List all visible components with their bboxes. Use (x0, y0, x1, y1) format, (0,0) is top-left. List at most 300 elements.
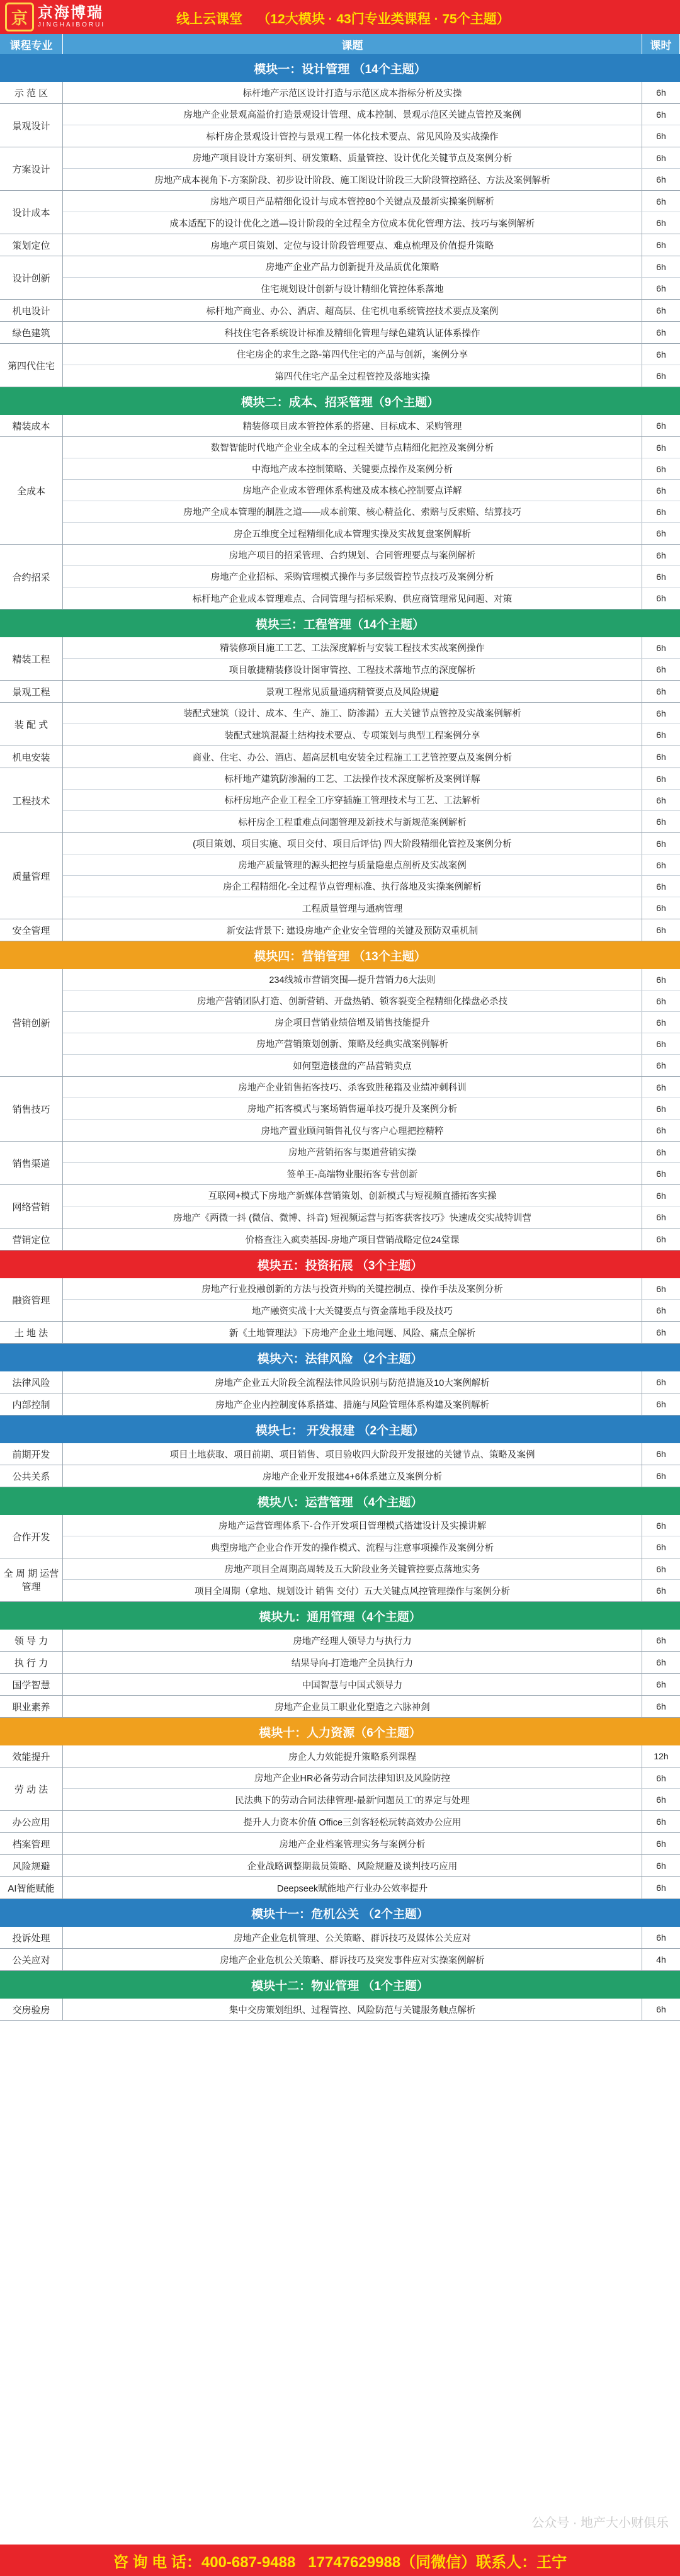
course-section (0, 1696, 680, 1718)
course-hours: 6h (656, 1635, 666, 1645)
table-row (63, 897, 680, 919)
course-hours: 6h (656, 109, 666, 120)
course-section (0, 1767, 680, 1811)
course-section (0, 833, 680, 919)
section-name: 风险规避 (0, 1855, 63, 1876)
table-row (63, 1033, 680, 1055)
course-hours: 6h (656, 1305, 666, 1315)
course-hours: 6h (656, 196, 666, 207)
table-row (63, 681, 680, 702)
section-name: 档案管理 (0, 1833, 63, 1854)
course-section (0, 437, 680, 545)
module-header: 模块一：设计管理 （14个主题） (0, 54, 680, 82)
top-banner (0, 0, 680, 34)
course-hours: 12h (654, 1751, 669, 1761)
course-section (0, 191, 680, 234)
table-row (63, 1185, 680, 1206)
module-header: 模块二：成本、招采管理（9个主题） (0, 387, 680, 415)
course-title: 房地产拓客模式与案场销售逼单技巧提升及案例分析 (63, 1098, 642, 1119)
table-row (63, 344, 680, 365)
module-header: 模块九：通用管理（4个主题） (0, 1602, 680, 1630)
module-header: 模块十一：危机公关 （2个主题） (0, 1899, 680, 1927)
course-hours: 6h (656, 485, 666, 496)
section-name: 融资管理 (0, 1278, 63, 1321)
course-hours: 6h (656, 1234, 666, 1244)
course-hours: 6h (656, 131, 666, 141)
table-row (63, 1465, 680, 1487)
section-name: 国学智慧 (0, 1674, 63, 1695)
course-hours: 6h (656, 283, 666, 293)
table-row (63, 1012, 680, 1033)
course-title: 标杆房地产企业工程全工序穿插施工管理技术与工艺、工法解析 (63, 790, 642, 810)
course-hours: 6h (656, 174, 666, 184)
course-title: Deepseek赋能地产行业办公效率提升 (63, 1877, 642, 1898)
table-row (63, 1558, 680, 1580)
table-row (63, 1696, 680, 1717)
course-hours: 6h (656, 1563, 666, 1574)
table-row (63, 1949, 680, 1970)
course-title: 房企五维度全过程精细化成本管理实操及实战复盘案例解析 (63, 523, 642, 544)
table-row (63, 256, 680, 278)
course-hours: 6h (656, 795, 666, 805)
course-hours: 6h (656, 1212, 666, 1222)
table-row (63, 746, 680, 768)
course-title: 房地产项目产品精细化设计与成本管控80个关键点及最新实操案例解析 (63, 191, 642, 212)
course-section (0, 703, 680, 746)
module-header: 模块八：运营管理 （4个主题） (0, 1487, 680, 1515)
section-name: 方案设计 (0, 147, 63, 190)
course-section (0, 1142, 680, 1185)
course-section (0, 1278, 680, 1322)
table-row (63, 415, 680, 436)
course-title: 房地产企业景观高溢价打造景观设计管理、成本控制、景观示范区关键点管控及案例 (63, 104, 642, 125)
contact-footer: 咨 询 电 话：400-687-9488 17747629988（同微信）联系人：王宁 (0, 2545, 680, 2576)
course-title: 房地产运营管理体系下-合作开发项目管理模式搭建设计及实操讲解 (63, 1515, 642, 1536)
table-row (63, 1515, 680, 1536)
course-section (0, 1465, 680, 1487)
course-section (0, 1652, 680, 1674)
course-hours: 6h (656, 996, 666, 1006)
course-hours: 6h (656, 752, 666, 762)
column-major: 课程专业 (0, 34, 63, 54)
table-row (63, 790, 680, 811)
section-name: 劳 动 法 (0, 1767, 63, 1810)
table-row (63, 637, 680, 659)
course-section (0, 1999, 680, 2021)
course-title: 房地产企业档案管理实务与案例分析 (63, 1833, 642, 1854)
course-section (0, 1949, 680, 1971)
course-hours: 6h (656, 442, 666, 453)
section-name: 领 导 力 (0, 1630, 63, 1651)
section-name: 装 配 式 (0, 703, 63, 746)
course-section (0, 1371, 680, 1393)
course-section (0, 104, 680, 147)
course-title: 房企项目营销业绩倍增及销售技能提升 (63, 1012, 642, 1033)
course-title: 标杆地产示范区设计打造与示范区成本指标分析及实操 (63, 82, 642, 103)
course-hours: 6h (656, 773, 666, 784)
course-title: 房地产置业顾问销售礼仪与客户心理把控精粹 (63, 1120, 642, 1141)
table-row (63, 1580, 680, 1601)
table-row (63, 1077, 680, 1098)
table-row (63, 300, 680, 321)
section-name: 公关应对 (0, 1949, 63, 1970)
course-title: 标杆地产企业成本管理难点、合同管理与招标采购、供应商管理常见问题、对策 (63, 587, 642, 609)
course-hours: 6h (656, 860, 666, 870)
course-section (0, 344, 680, 387)
course-hours: 6h (656, 1060, 666, 1070)
course-hours: 6h (656, 305, 666, 315)
section-name: 执 行 力 (0, 1652, 63, 1673)
course-hours: 6h (656, 1839, 666, 1849)
course-hours: 4h (656, 1955, 666, 1965)
table-row (63, 82, 680, 103)
course-hours: 6h (656, 421, 666, 431)
column-hours: 课时 (642, 34, 680, 54)
section-name: 内部控制 (0, 1393, 63, 1415)
table-row (63, 1228, 680, 1250)
course-title: 房地产项目全周期高周转及五大阶段业务关键管控要点落地实务 (63, 1558, 642, 1579)
table-row (63, 1300, 680, 1321)
course-title: (项目策划、项目实施、项目交付、项目后评估) 四大阶段精细化管控及案例分析 (63, 833, 642, 854)
course-section (0, 681, 680, 703)
section-name: 营销创新 (0, 969, 63, 1076)
course-hours: 6h (656, 371, 666, 381)
table-row (63, 1630, 680, 1651)
section-name: 设计创新 (0, 256, 63, 299)
course-section (0, 322, 680, 344)
module-header: 模块六：法律风险 （2个主题） (0, 1344, 680, 1371)
section-name: 策划定位 (0, 234, 63, 256)
course-section (0, 1185, 680, 1228)
course-section (0, 1443, 680, 1465)
course-title: 房企工程精细化-全过程节点管理标准、执行落地及实操案例解析 (63, 876, 642, 897)
table-row (63, 437, 680, 458)
course-hours: 6h (656, 1169, 666, 1179)
table-row (63, 523, 680, 544)
course-title: 景观工程常见质量通病精管要点及风险规避 (63, 681, 642, 702)
table-row (63, 1443, 680, 1465)
course-hours: 6h (656, 817, 666, 827)
table-row (63, 703, 680, 724)
course-section (0, 1630, 680, 1652)
course-title: 标杆地产商业、办公、酒店、超高层、住宅机电系统管控技术要点及案例 (63, 300, 642, 321)
table-row (63, 1767, 680, 1789)
course-title: 中国智慧与中国式领导力 (63, 1674, 642, 1695)
course-hours: 6h (656, 1932, 666, 1943)
section-name: 机电安装 (0, 746, 63, 768)
course-title: 标杆地产建筑防渗漏的工艺、工法操作技术深度解析及案例详解 (63, 768, 642, 789)
table-row (63, 1811, 680, 1832)
course-hours: 6h (656, 593, 666, 603)
table-row (63, 566, 680, 587)
course-hours: 6h (656, 925, 666, 935)
course-hours: 6h (656, 1283, 666, 1294)
section-name: 示 范 区 (0, 82, 63, 103)
course-hours: 6h (656, 1449, 666, 1459)
course-hours: 6h (656, 240, 666, 250)
course-title: 提升人力资本价值 Office三剑客轻松玩转高效办公应用 (63, 1811, 642, 1832)
course-section (0, 768, 680, 833)
course-title: 房地产营销拓客与渠道营销实操 (63, 1142, 642, 1162)
course-title: 标杆房企工程重难点问题管理及新技术与新规范案例解析 (63, 811, 642, 832)
course-title: 新安法背景下: 建设房地产企业安全管理的关键及预防双重机制 (63, 919, 642, 941)
course-hours: 6h (656, 1657, 666, 1667)
course-title: 房地产企业危机公关策略、群诉技巧及突发事件应对实操案例解析 (63, 1949, 642, 1970)
course-section (0, 415, 680, 437)
course-title: 房地产《两微一抖 (微信、微博、抖音) 短视频运营与拓客获客技巧》快速成交实战特训营 (63, 1206, 642, 1228)
course-section (0, 1674, 680, 1696)
course-title: 工程质量管理与通病管理 (63, 897, 642, 919)
course-hours: 6h (656, 1701, 666, 1711)
course-hours: 6h (656, 1795, 666, 1805)
course-title: 项目土地获取、项目前期、项目销售、项目验收四大阶段开发报建的关键节点、策略及案例 (63, 1443, 642, 1465)
module-header: 模块三：工程管理（14个主题） (0, 610, 680, 637)
course-title: 第四代住宅产品全过程管控及落地实操 (63, 365, 642, 387)
course-hours: 6h (656, 1542, 666, 1552)
course-title: 房地产企业危机管理、公关策略、群诉技巧及媒体公关应对 (63, 1927, 642, 1948)
course-hours: 6h (656, 463, 666, 474)
course-title: 成本适配下的设计优化之道—设计阶段的全过程全方位成本优化管理方法、技巧与案例解析 (63, 212, 642, 234)
course-section (0, 969, 680, 1077)
section-name: 景观工程 (0, 681, 63, 702)
section-name: 前期开发 (0, 1443, 63, 1465)
table-row (63, 876, 680, 897)
course-title: 住宅房企的求生之路-第四代住宅的产品与创新，案例分享 (63, 344, 642, 365)
table-row (63, 545, 680, 566)
table-row (63, 365, 680, 387)
course-hours: 6h (656, 2004, 666, 2014)
section-name: 质量管理 (0, 833, 63, 919)
section-name: 投诉处理 (0, 1927, 63, 1948)
course-hours: 6h (656, 152, 666, 163)
course-section (0, 147, 680, 191)
table-row (63, 191, 680, 212)
course-title: 房地产项目策划、定位与设计阶段管理要点、难点梳理及价值提升策略 (63, 234, 642, 256)
section-name: 绿色建筑 (0, 322, 63, 343)
course-section (0, 919, 680, 941)
course-section (0, 1745, 680, 1767)
section-name: 安全管理 (0, 919, 63, 941)
table-row (63, 1278, 680, 1300)
course-title: 房企人力效能提升策略系列课程 (63, 1745, 642, 1767)
course-hours: 6h (656, 1520, 666, 1531)
section-name: 效能提升 (0, 1745, 63, 1767)
table-row (63, 1674, 680, 1695)
table-row (63, 1855, 680, 1876)
table-row (63, 125, 680, 147)
course-title: 精装修项目成本管控体系的搭建、目标成本、采购管理 (63, 415, 642, 436)
course-title: 234线城市营销突围—提升营销力6大法则 (63, 969, 642, 990)
course-title: 科技住宅各系统设计标准及精细化管理与绿色建筑认证体系操作 (63, 322, 642, 343)
course-title: 中海地产成本控制策略、关键要点操作及案例分析 (63, 458, 642, 479)
table-row (63, 480, 680, 501)
course-hours: 6h (656, 708, 666, 718)
course-title: 互联网+模式下房地产新媒体营销策划、创新模式与短视频直播拓客实操 (63, 1185, 642, 1206)
section-name: 交房验房 (0, 1999, 63, 2020)
course-title: 标杆房企景观设计管控与景观工程一体化技术要点、常见风险及实战操作 (63, 125, 642, 147)
table-row (63, 212, 680, 234)
course-title: 房地产企业招标、采购管理模式操作与多层级管控节点技巧及案例分析 (63, 566, 642, 587)
module-header: 模块十：人力资源（6个主题） (0, 1718, 680, 1745)
section-name: 销售渠道 (0, 1142, 63, 1184)
table-row (63, 1098, 680, 1120)
table-row (63, 1120, 680, 1141)
table-row (63, 1536, 680, 1558)
course-hours: 6h (656, 974, 666, 985)
course-section (0, 1322, 680, 1344)
table-row (63, 1322, 680, 1343)
course-title: 住宅规划设计创新与设计精细化管控体系落地 (63, 278, 642, 299)
course-section (0, 234, 680, 256)
course-title: 房地产成本视角下-方案阶段、初步设计阶段、施工图设计阶段三大阶段管控路径、方法及案例解析 (63, 169, 642, 190)
table-row (63, 659, 680, 680)
course-title: 项目全周期（拿地、规划设计 销售 交付）五大关键点风控管理操作与案例分析 (63, 1580, 642, 1601)
logo-en-name: JINGHAIBORUI (38, 21, 106, 28)
course-hours: 6h (656, 730, 666, 740)
course-hours: 6h (656, 1190, 666, 1201)
course-hours: 6h (656, 1147, 666, 1157)
table-row (63, 501, 680, 523)
table-row (63, 322, 680, 343)
section-name: 景观设计 (0, 104, 63, 147)
course-title: 房地产项目的招采管理、合约规划、合同管理要点与案例解析 (63, 545, 642, 565)
course-hours: 6h (656, 903, 666, 913)
table-row (63, 1927, 680, 1948)
course-hours: 6h (656, 1586, 666, 1596)
course-section (0, 746, 680, 768)
course-title: 房地产企业成本管理体系构建及成本核心控制要点详解 (63, 480, 642, 501)
table-row (63, 811, 680, 832)
course-title: 房地产项目设计方案研判、研发策略、质量管控、设计优化关键节点及案例分析 (63, 147, 642, 168)
section-name: 工程技术 (0, 768, 63, 832)
section-name: 设计成本 (0, 191, 63, 234)
course-hours: 6h (656, 528, 666, 538)
section-name: 机电设计 (0, 300, 63, 321)
course-section (0, 1855, 680, 1877)
logo-cn-name: 京海博瑞 (38, 4, 103, 21)
section-name: AI智能赋能 (0, 1877, 63, 1898)
table-row (63, 969, 680, 990)
course-table (0, 54, 680, 2021)
table-row (63, 724, 680, 746)
course-section (0, 1393, 680, 1416)
course-hours: 6h (656, 1038, 666, 1049)
course-hours: 6h (656, 642, 666, 653)
course-title: 精装修项目施工工艺、工法深度解析与安装工程技术实战案例操作 (63, 637, 642, 658)
course-title: 签单王-高端物业服拓客专营创新 (63, 1163, 642, 1184)
section-name: 合约招采 (0, 545, 63, 609)
section-name: 公共关系 (0, 1465, 63, 1487)
course-hours: 6h (656, 1327, 666, 1337)
module-header: 模块四：营销管理 （13个主题） (0, 941, 680, 969)
section-name: 销售技巧 (0, 1077, 63, 1141)
course-hours: 6h (656, 1679, 666, 1689)
course-hours: 6h (656, 1017, 666, 1028)
course-title: 企业战略调整期裁员策略、风险规避及谈判技巧应用 (63, 1855, 642, 1876)
section-name: 办公应用 (0, 1811, 63, 1832)
table-row (63, 169, 680, 190)
page-title: 线上云课堂 （12大模块 · 43门专业类课程 · 75个主题） (176, 12, 510, 26)
course-hours: 6h (656, 218, 666, 228)
table-row (63, 234, 680, 256)
course-title: 新《土地管理法》下房地产企业土地问题、风险、痛点全解析 (63, 1322, 642, 1343)
course-title: 房地产经理人领导力与执行力 (63, 1630, 642, 1651)
course-title: 项目敏捷精装修设计图审管控、工程技术落地节点的深度解析 (63, 659, 642, 680)
table-row (63, 278, 680, 299)
course-section (0, 256, 680, 300)
watermark: 公众号 · 地产大小财俱乐 (531, 2516, 669, 2530)
section-name: 职业素养 (0, 1696, 63, 1717)
section-name: 精装成本 (0, 415, 63, 436)
course-title: 房地产企业内控制度体系搭建、措施与风险管理体系构建及案例解析 (63, 1393, 642, 1415)
course-hours: 6h (656, 506, 666, 517)
table-row (63, 1393, 680, 1415)
table-row (63, 1142, 680, 1163)
section-name: 营销定位 (0, 1228, 63, 1250)
table-row (63, 990, 680, 1012)
section-name: 土 地 法 (0, 1322, 63, 1343)
course-hours: 6h (656, 1471, 666, 1481)
course-title: 典型房地产企业合作开发的操作模式、流程与注意事项操作及案例分析 (63, 1536, 642, 1558)
column-topic: 课题 (63, 34, 642, 54)
course-section (0, 82, 680, 104)
table-row (63, 587, 680, 609)
course-hours: 6h (656, 571, 666, 582)
company-logo (5, 3, 150, 31)
course-section (0, 545, 680, 610)
table-row (63, 1877, 680, 1898)
course-hours: 6h (656, 881, 666, 892)
module-header: 模块五：投资拓展 （3个主题） (0, 1251, 680, 1278)
course-title: 房地产营销策划创新、策略及经典实战案例解析 (63, 1033, 642, 1054)
logo-mark: 京 (5, 3, 34, 31)
course-title: 房地产行业投融创新的方法与投资并购的关键控制点、操作手法及案例分析 (63, 1278, 642, 1299)
course-title: 地产融资实战十大关键要点与资金落地手段及技巧 (63, 1300, 642, 1321)
course-section (0, 1515, 680, 1558)
course-section (0, 1833, 680, 1855)
course-hours: 6h (656, 1883, 666, 1893)
course-hours: 6h (656, 550, 666, 560)
course-hours: 6h (656, 1773, 666, 1783)
table-row (63, 1652, 680, 1673)
course-title: 房地产企业销售拓客技巧、杀客致胜秘籍及业绩冲刺科训 (63, 1077, 642, 1098)
module-header: 模块十二：物业管理 （1个主题） (0, 1971, 680, 1999)
table-row (63, 1999, 680, 2020)
course-hours: 6h (656, 88, 666, 98)
table-row (63, 1206, 680, 1228)
table-row (63, 1745, 680, 1767)
course-hours: 6h (656, 1082, 666, 1092)
course-section (0, 1927, 680, 1949)
course-hours: 6h (656, 1125, 666, 1135)
section-name: 合作开发 (0, 1515, 63, 1558)
table-row (63, 104, 680, 125)
section-name: 全成本 (0, 437, 63, 544)
section-name: 法律风险 (0, 1371, 63, 1393)
course-hours: 6h (656, 349, 666, 360)
section-name: 第四代住宅 (0, 344, 63, 387)
course-title: 民法典下的劳动合同法律管理-最新'问题员工'的界定与处理 (63, 1789, 642, 1810)
course-hours: 6h (656, 1861, 666, 1871)
course-hours: 6h (656, 1399, 666, 1409)
course-title: 房地产营销团队打造、创新营销、开盘热销、锁客裂变全程精细化操盘必杀技 (63, 990, 642, 1011)
course-title: 房地产企业产品力创新提升及品质优化策略 (63, 256, 642, 277)
course-hours: 6h (656, 1377, 666, 1387)
course-hours: 6h (656, 686, 666, 696)
course-title: 商业、住宅、办公、酒店、超高层机电安装全过程施工工艺管控要点及案例分析 (63, 746, 642, 768)
course-hours: 6h (656, 838, 666, 849)
table-row (63, 458, 680, 480)
